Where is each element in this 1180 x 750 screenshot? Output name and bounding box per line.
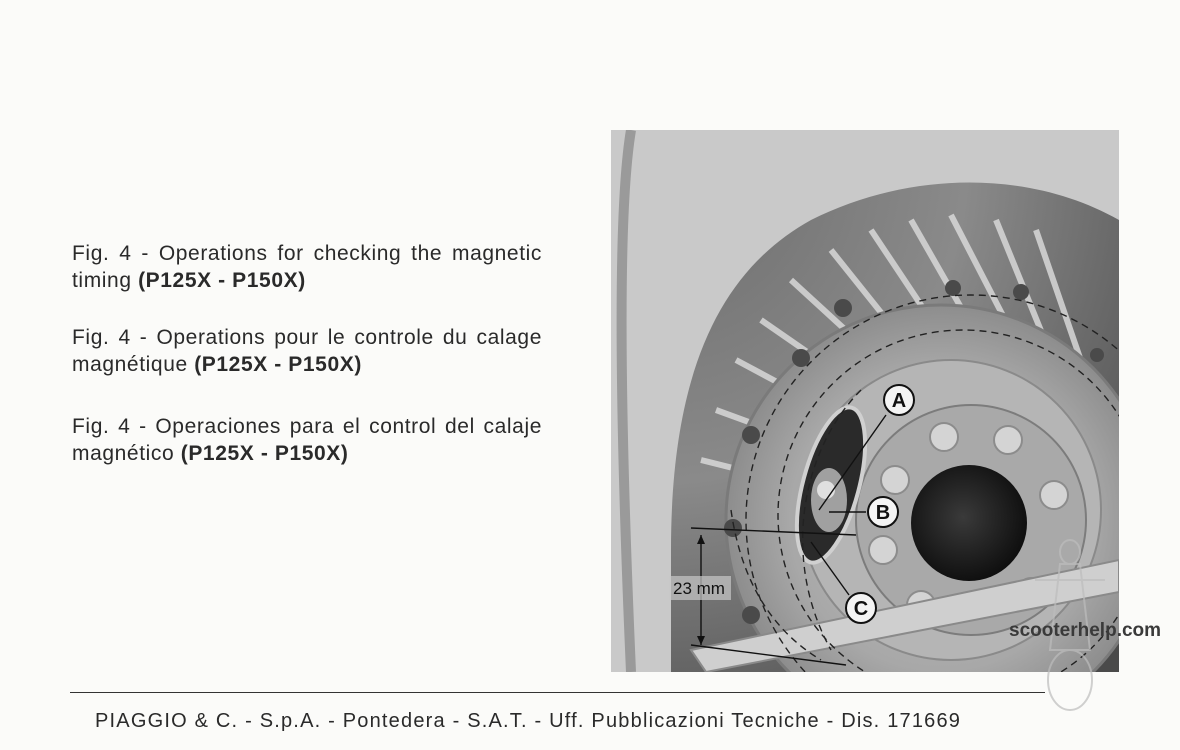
dimension-label: 23 mm xyxy=(673,579,725,598)
caption-spanish xyxy=(72,413,542,467)
watermark-text: scooterhelp.com xyxy=(1009,620,1162,641)
callout-b-label: B xyxy=(875,502,891,524)
caption-spanish-text: Fig. 4 - Operaciones para el control del calaje magnético xyxy=(72,415,542,465)
callout-c-label: C xyxy=(853,598,869,620)
callout-a-label: A xyxy=(891,390,907,412)
caption-english-models: (P125X - P150X) xyxy=(138,269,306,292)
caption-english-text: Fig. 4 - Operations for checking the magnetic timing xyxy=(72,242,542,292)
footer-text: PIAGGIO & C. - S.p.A. - Pontedera - S.A.T. - Uff. Pubblicazioni Tecniche - Dis. 171669 xyxy=(95,710,962,732)
caption-french-text: Fig. 4 - Operations pour le controle du calage magnétique xyxy=(72,326,542,376)
footer-divider xyxy=(70,692,1045,693)
caption-spanish-models: (P125X - P150X) xyxy=(180,442,349,465)
caption-french xyxy=(72,324,542,378)
caption-french-models: (P125X - P150X) xyxy=(194,353,362,376)
caption-english xyxy=(72,240,542,294)
